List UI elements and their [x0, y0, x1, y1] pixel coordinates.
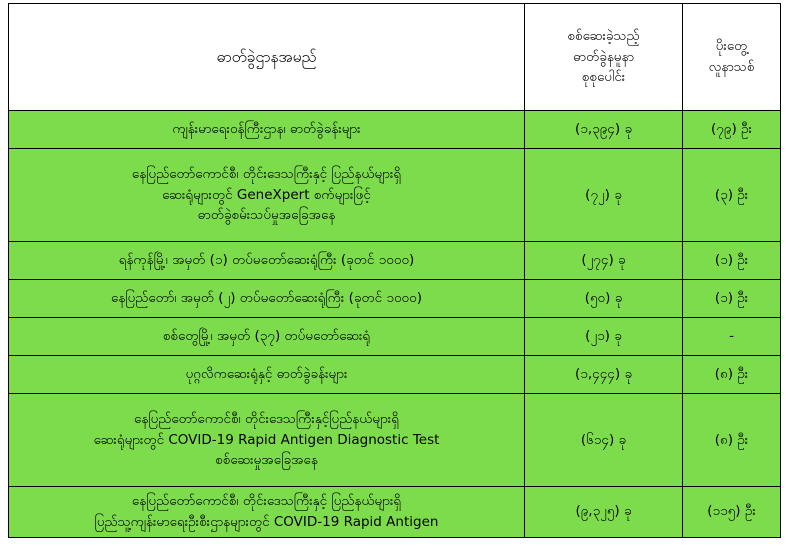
lab-name-line: ကျန်းမာရေးဝန်ကြီးဌာန၊ ဓာတ်ခွဲခန်းများ [172, 121, 361, 138]
header-total-samples [525, 4, 683, 111]
cell-new-cases: (၇၉) ဦး [683, 111, 781, 149]
lab-name-line: ရန်ကုန်မြို့၊ အမှတ် (၁) တပ်မတော်ဆေးရုံကြီး (ခုတင် ၁၀၀၀) [118, 252, 415, 269]
cell-lab-name [9, 487, 525, 538]
lab-name-line: စစ်တွေမြို့၊ အမှတ် (၃၇) တပ်မတော်ဆေးရုံ [162, 328, 371, 345]
cell-lab-name [9, 280, 525, 318]
header-new-line-2: လူနာသစ် [708, 59, 755, 75]
cell-new-cases: - [683, 318, 781, 356]
table-body [9, 111, 781, 538]
lab-name-line: နေပြည်တော်၊ အမှတ် (၂) တပ်မတော်ဆေးရုံကြီး (ခုတင် ၁၀၀၀) [110, 290, 423, 307]
lab-name-line: ပြည်သူ့ကျန်းမာရေးဦးစီးဌာနများတွင် COVID-19 Rapid Antigen [94, 513, 439, 530]
cell-total-samples: (၆၁၄) ခု [525, 394, 683, 487]
lab-name-line: စစ်ဆေးမှုအခြေအနေ [215, 452, 318, 469]
cell-new-cases: (၁၁၅) ဦး [683, 487, 781, 538]
header-lab-name: ဓာတ်ခွဲဌာနအမည် [9, 4, 525, 111]
table-row [9, 487, 781, 538]
cell-lab-name [9, 242, 525, 280]
table-header [9, 4, 781, 111]
table-row [9, 242, 781, 280]
cell-new-cases: (၈) ဦး [683, 356, 781, 394]
header-new-line-1: ပိုးတွေ့ [715, 38, 748, 55]
cell-total-samples: (၂၁) ခု [525, 318, 683, 356]
header-total-line-1: စစ်ဆေးခဲ့သည့် [567, 27, 640, 44]
lab-name-line: ဆေးရုံများတွင် GeneXpert စက်များဖြင့် [162, 186, 371, 203]
header-total-line-2: ဓာတ်ခွဲနမူနာ [572, 48, 635, 65]
cell-total-samples: (၁,၃၉၄) ခု [525, 111, 683, 149]
cell-total-samples: (၇၂) ခု [525, 149, 683, 242]
cell-lab-name [9, 394, 525, 487]
cell-total-samples: (၁,၄၄၄) ခု [525, 356, 683, 394]
document-page [0, 3, 800, 553]
cell-lab-name [9, 149, 525, 242]
table-row [9, 280, 781, 318]
lab-name-line: ဓာတ်ခွဲစမ်းသပ်မှုအခြေအနေ [197, 207, 336, 224]
table-row [9, 356, 781, 394]
lab-name-line: နေပြည်တော်ကောင်စီ၊ တိုင်းဒေသကြီးနှင့်ပြည်နယ်များရှိ [134, 410, 399, 427]
lab-testing-table [8, 3, 781, 538]
cell-total-samples: (၉,၃၂၅) ခု [525, 487, 683, 538]
cell-total-samples: (၅၀) ခု [525, 280, 683, 318]
lab-name-line: နေပြည်တော်ကောင်စီ၊ တိုင်းဒေသကြီးနှင့် ပြည်နယ်များရှိ [131, 493, 402, 509]
table-row [9, 394, 781, 487]
cell-total-samples: (၂၇၄) ခု [525, 242, 683, 280]
lab-name-line: နေပြည်တော်ကောင်စီ၊ တိုင်းဒေသကြီးနှင့် ပြည်နယ်များရှိ [131, 165, 402, 182]
cell-new-cases: (၃) ဦး [683, 149, 781, 242]
cell-lab-name [9, 111, 525, 149]
lab-name-line: ပုဂ္ဂလိကဆေးရုံနှင့် ဓာတ်ခွဲခန်းများ [185, 366, 348, 383]
table-row [9, 111, 781, 149]
cell-new-cases: (၈) ဦး [683, 394, 781, 487]
table-row [9, 318, 781, 356]
cell-new-cases: (၁) ဦး [683, 242, 781, 280]
table-row [9, 149, 781, 242]
header-new-cases [683, 4, 781, 111]
cell-new-cases: (၁) ဦး [683, 280, 781, 318]
cell-lab-name [9, 318, 525, 356]
header-total-line-3: စုစုပေါင်း [581, 69, 626, 86]
lab-name-line: ဆေးရုံများတွင် COVID-19 Rapid Antigen Diagnostic Test [93, 431, 440, 448]
table-header-row [9, 4, 781, 111]
cell-lab-name [9, 356, 525, 394]
